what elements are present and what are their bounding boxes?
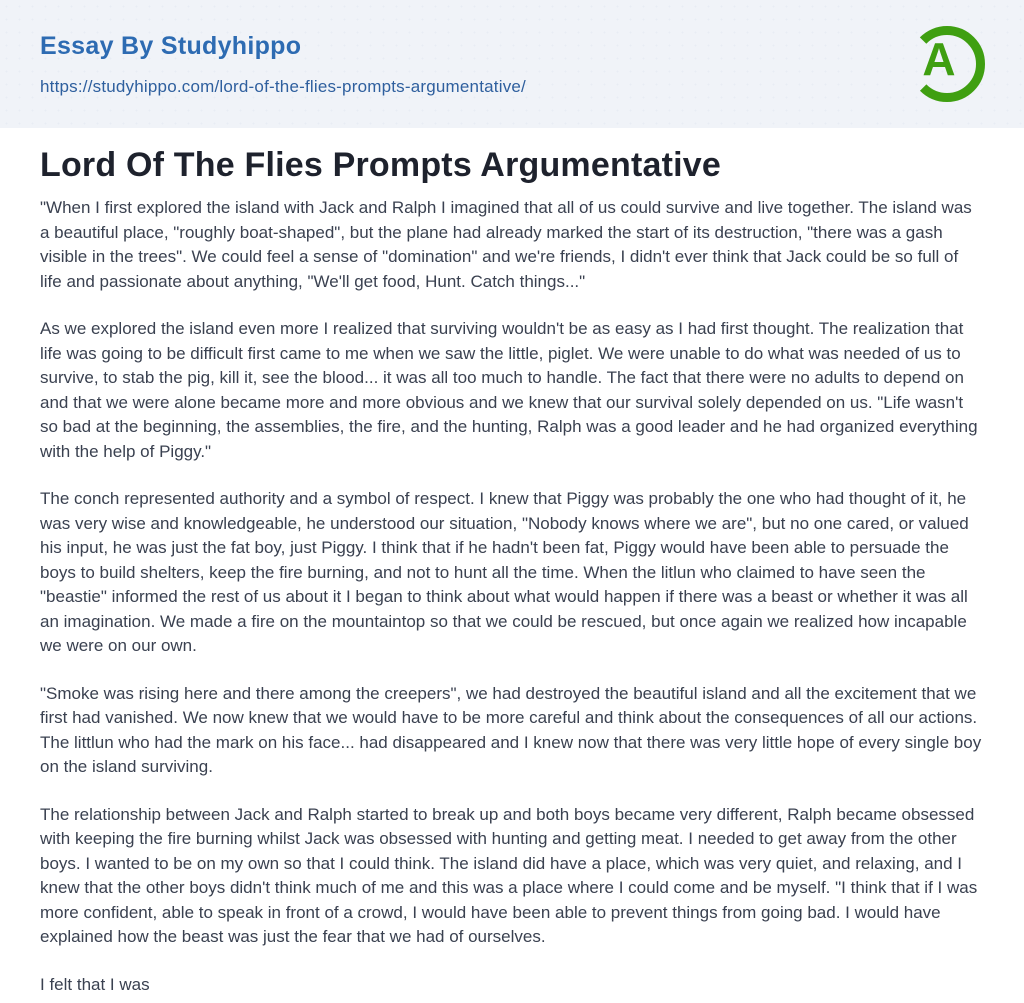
header-text-block	[40, 32, 526, 97]
page-title: Lord Of The Flies Prompts Argumentative	[40, 146, 721, 184]
essay-paragraph: I felt that I was	[40, 974, 150, 994]
essay-paragraph: The relationship between Jack and Ralph started to break up and both boys became very different, Ralph became obsessed with keeping the fire burning whilst Jack was obsessed with hunting and getting meat. I needed to get away from the other boys. I wanted to be on my own so that I could think. The island did have a place, which was very quiet, and relaxing, and I knew that the other boys didn't think much of me and this was a place where I could come and be myself. "I think that if I was more confident, able to speak in front of a crowd, I would have been able to prevent things from going bad. I would have explained how the beast was just the fear that we had of ourselves.	[40, 804, 978, 946]
essay-paragraph: "When I first explored the island with Jack and Ralph I imagined that all of us could survive and live together. The island was a beautiful place, "roughly boat-shaped", but the plane had already marked the start of its destruction, "there was a gash visible in the trees". We could feel a sense of "domination" and we're friends, I didn't ever think that Jack could be so full of life and passionate about anything, "We'll get food, Hunt. Catch things..."	[40, 198, 972, 291]
essay-body	[40, 196, 984, 997]
essay-paragraph: As we explored the island even more I realized that surviving wouldn't be as easy as I had first thought. The realization that life was going to be difficult first came to me when we saw the little, piglet. We were unable to do what was needed of us to survive, to stab the pig, kill it, see the blood... it was all too much to handle. The fact that there were no adults to depend on and that we were alone became more and more obvious and we knew that our survival solely depended on us. "Life wasn't so bad at the beginning, the assemblies, the fire, and the hunting, Ralph was a good leader and he had organized everything with the help of Piggy."	[40, 319, 978, 461]
essay-page	[0, 128, 1024, 997]
essay-paragraph: The conch represented authority and a symbol of respect. I knew that Piggy was probably the one who had thought of it, he was very wise and knowledgeable, he understood our situation, "Nobody knows where we are", but no one cared, or valued his input, he was just the fat boy, just Piggy. I think that if he hadn't been fat, Piggy would have been able to persuade the boys to build shelters, keep the fire burning, and not to hunt all the time. When the litlun who claimed to have seen the "beastie" informed the rest of us about it I began to think about what would happen if there was a beast or whether it was all an imagination. We made a fire on the mountaintop so that we could be rescued, but once again we realized how incapable we were on our own.	[40, 489, 969, 655]
site-label: Essay By Studyhippo	[40, 31, 302, 60]
logo-a-icon: A	[922, 33, 956, 85]
studyhippo-logo[interactable]	[908, 25, 986, 103]
essay-paragraph: "Smoke was rising here and there among the creepers", we had destroyed the beautiful island and all the excitement that we first had vanished. We now knew that we would have to be more careful and think about the consequences of all our actions. The littlun who had the mark on his face... had disappeared and I knew now that there was very little hope of every single boy on the island surviving.	[40, 683, 982, 776]
page-url-link[interactable]: https://studyhippo.com/lord-of-the-flies-prompts-argumentative/	[40, 76, 526, 96]
header-band	[0, 0, 1024, 128]
